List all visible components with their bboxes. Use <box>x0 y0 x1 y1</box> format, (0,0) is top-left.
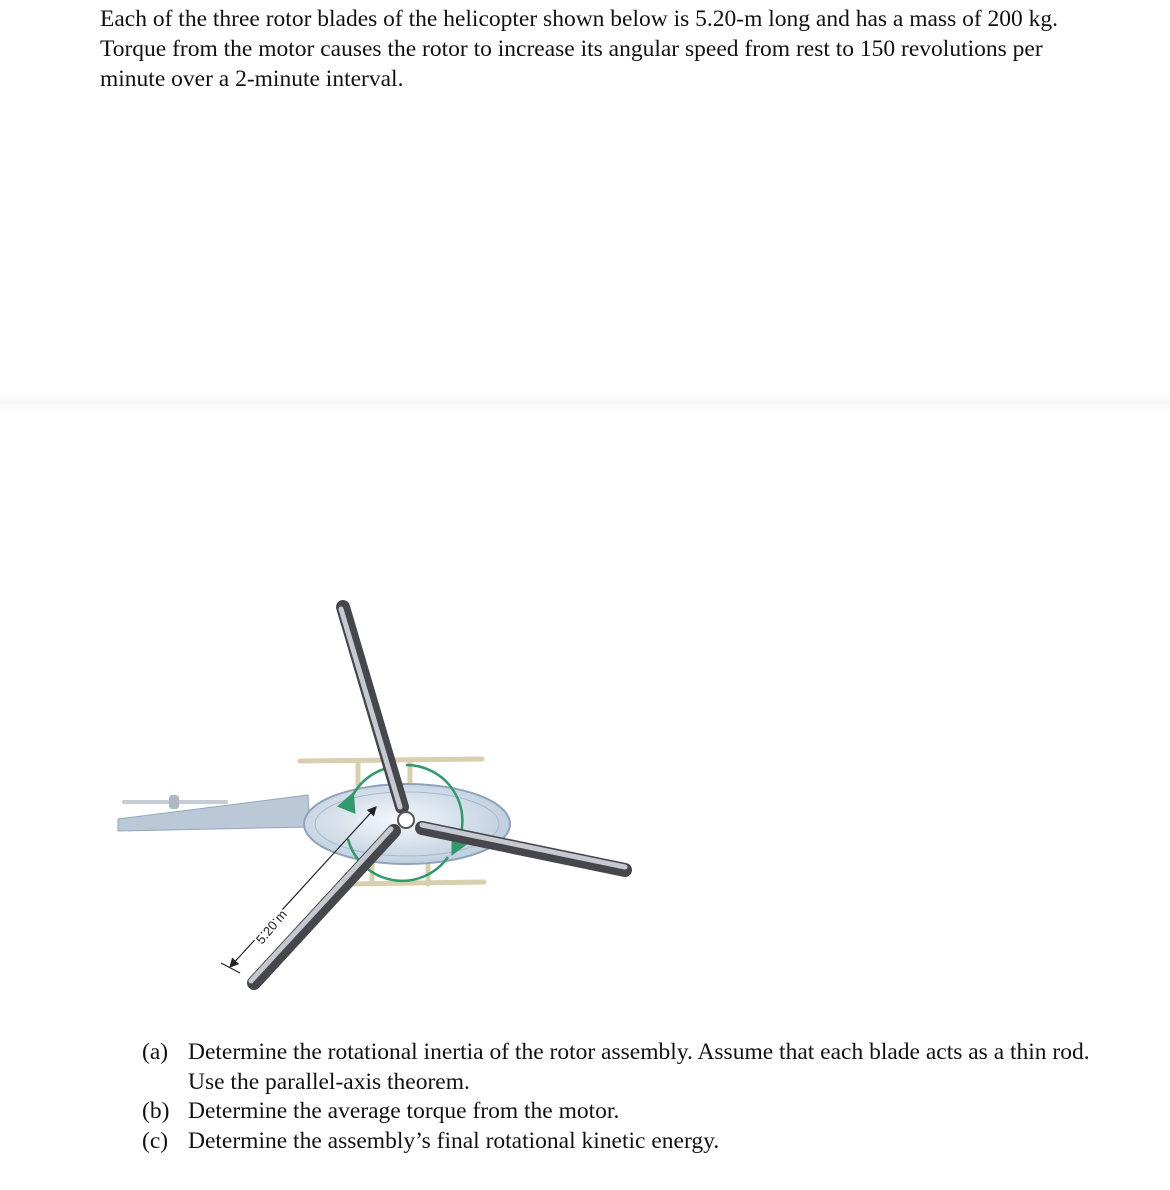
rotor-hub <box>398 812 414 828</box>
question-item <box>142 1097 1102 1127</box>
question-label: (c) <box>142 1127 169 1154</box>
blade-length-dimension <box>221 807 376 973</box>
question-list <box>142 1038 1102 1156</box>
question-item <box>142 1127 1102 1157</box>
question-text: Determine the average torque from the motor. <box>188 1098 620 1124</box>
rotor-blade-top <box>341 607 402 807</box>
rotor-blade-lower-left <box>251 829 394 983</box>
blade-length-label: 5.20 m <box>252 906 290 947</box>
question-label: (b) <box>142 1098 170 1124</box>
scan-band <box>0 392 1170 414</box>
question-text: Determine the rotational inertia of the rotor assembly. Assume that each blade acts as a thin rod. Use the parallel-axis theorem. <box>188 1039 1090 1095</box>
question-text: Determine the assembly’s final rotational kinetic energy. <box>188 1127 720 1154</box>
question-label: (a) <box>142 1039 169 1065</box>
question-item <box>142 1038 1102 1097</box>
helicopter-rotor-figure <box>110 595 650 1005</box>
tail-rotor-hub <box>169 795 179 809</box>
problem-intro: Each of the three rotor blades of the helicopter shown below is 5.20-m long and has a mass of 200 kg. Torque from the motor causes the rotor to increase its angular speed from rest to 150 revolutions per minute over a 2-minute interval. <box>100 6 1059 92</box>
